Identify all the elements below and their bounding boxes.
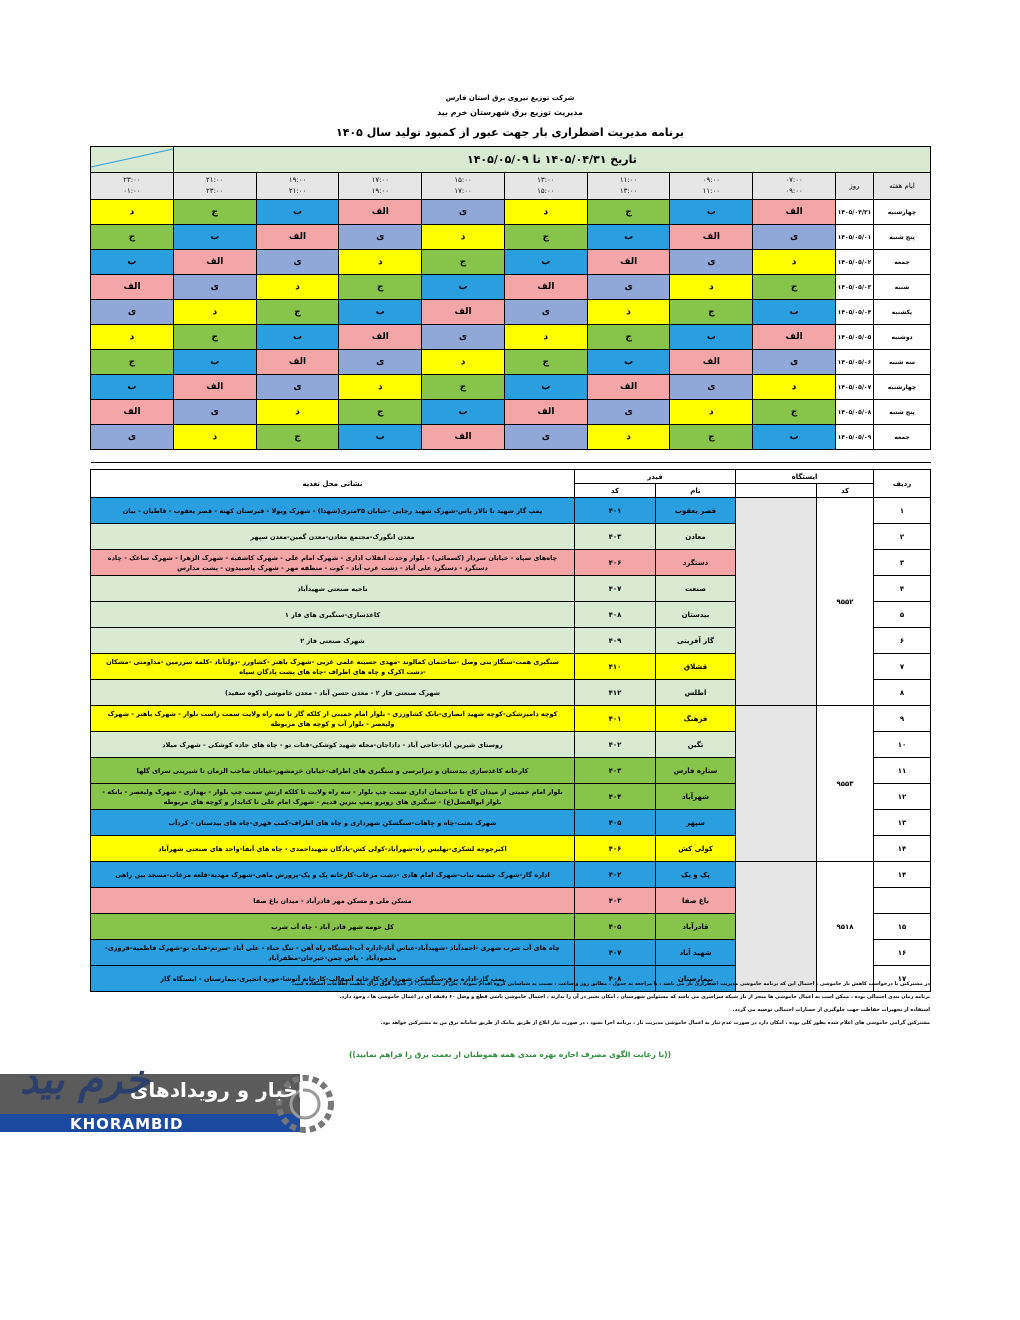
group-cell: ب	[339, 300, 422, 325]
col-station-header: ایستگاه	[736, 470, 874, 484]
group-cell: د	[504, 325, 587, 350]
group-cell: ب	[670, 325, 753, 350]
row-number: ۹	[874, 706, 931, 732]
group-cell: ی	[256, 250, 339, 275]
feeder-code: ۴۰۳	[574, 888, 655, 914]
row-number: ۱۵	[874, 914, 931, 940]
feeder-code: ۴۰۸	[574, 966, 655, 992]
station-code: ۹۵۱۸	[817, 862, 874, 992]
note-3: استفاده از تجهیزات حفاظت جهت جلوگیری از خسارات احتمالی توصیه می گردد.	[732, 1007, 930, 1013]
slot-header	[256, 173, 339, 200]
group-cell: ج	[753, 275, 836, 300]
group-cell: د	[753, 250, 836, 275]
slot-header-row	[91, 173, 931, 200]
row-number: ۱۷	[874, 966, 931, 992]
day-col-header: ایام هفته	[874, 173, 931, 200]
group-cell: ج	[173, 325, 256, 350]
diagonal-corner	[91, 147, 174, 173]
feeder-code: ۴۰۸	[574, 602, 655, 628]
group-cell: الف	[339, 200, 422, 225]
slot-header	[339, 173, 422, 200]
feeder-address: سنگبری همت-سنگاز بنی وصل -ساختمان کمالوند -مهدی حسینه علمی غربی -شهرک باهنر -کشاورز -دولتآباد -کلمه سرزمین -مداومتی -مشکان -دشت اکرک و چاه های اطراف -چاه های پشت پادگان سپاه	[91, 654, 575, 680]
row-number: ۶	[874, 628, 931, 654]
day-date: ۱۴۰۵/۰۵/۰۹	[836, 425, 874, 450]
row-number: ۷	[874, 654, 931, 680]
day-date: ۱۴۰۵/۰۵/۰۵	[836, 325, 874, 350]
slot-header	[91, 173, 174, 200]
group-cell: ج	[339, 275, 422, 300]
group-cell: ج	[670, 300, 753, 325]
station-code: ۹۵۵۲	[817, 498, 874, 706]
feeder-code: ۴۰۹	[574, 628, 655, 654]
feeder-name: گاز آفرینی	[656, 628, 736, 654]
row-number: ۱۲	[874, 784, 931, 810]
group-cell: ج	[91, 225, 174, 250]
group-cell: ب	[753, 425, 836, 450]
spacer-cell	[91, 450, 931, 463]
group-cell: ی	[753, 225, 836, 250]
feeder-name: تگین	[656, 732, 736, 758]
station-gray	[736, 706, 817, 862]
group-cell: ب	[91, 375, 174, 400]
feeder-name: بیدستان	[656, 602, 736, 628]
day-name: سه شنبه	[874, 350, 931, 375]
feeder-code: ۴۰۳	[574, 524, 655, 550]
group-cell: ب	[339, 425, 422, 450]
feeder-code: ۴۰۵	[574, 914, 655, 940]
feeder-address: کوچه دامپزشکی-کوچه شهید انصاری-بانک کشاورزی - بلوار امام خمینی از کلکه گاز تا سه راه ولایت سمت راست بلوار - شهرک باهنر - شهرک ولیعصر - بلوار آب و کوچه های مربوطه	[91, 706, 575, 732]
group-cell: ب	[173, 350, 256, 375]
schedule-row	[91, 425, 931, 450]
feeder-code: ۴۱۰	[574, 654, 655, 680]
feeder-address: کارخانه کاغذسازی بیدستان و تیزابرسی و سنگبری های اطراف-خیابان خرمشهر-خیابان صاحب الزمان تا شیرینی سرای گلها	[91, 758, 575, 784]
feeder-code: ۴۱۲	[574, 680, 655, 706]
row-number: ۱۴	[874, 836, 931, 862]
row-number: ۱۰	[874, 732, 931, 758]
group-cell: الف	[173, 250, 256, 275]
slot-header	[670, 173, 753, 200]
feeder-row	[91, 498, 931, 524]
group-cell: د	[339, 375, 422, 400]
day-name: دوشنبه	[874, 325, 931, 350]
group-cell: ی	[587, 400, 670, 425]
feeder-code: ۴۰۷	[574, 576, 655, 602]
group-cell: الف	[670, 350, 753, 375]
group-cell: ب	[173, 225, 256, 250]
schedule-row	[91, 200, 931, 225]
feeder-name: اطلس	[656, 680, 736, 706]
group-cell: ج	[422, 250, 505, 275]
station-code: ۹۵۵۳	[817, 706, 874, 862]
group-cell: الف	[753, 200, 836, 225]
group-cell: ج	[587, 200, 670, 225]
group-cell: ی	[173, 400, 256, 425]
feeder-name: قشلاق	[656, 654, 736, 680]
group-cell: ب	[670, 200, 753, 225]
date-col-header: روز	[836, 173, 874, 200]
group-cell: ی	[670, 250, 753, 275]
group-cell: الف	[670, 225, 753, 250]
group-cell: الف	[587, 250, 670, 275]
day-date: ۱۴۰۵/۰۵/۰۶	[836, 350, 874, 375]
feeder-name: شهید آباد	[656, 940, 736, 966]
group-cell: ج	[753, 400, 836, 425]
col-feeder-code-header: کد	[574, 484, 655, 498]
day-name: یکشنبه	[874, 300, 931, 325]
feeder-name: ستاره فارس	[656, 758, 736, 784]
group-cell: د	[670, 275, 753, 300]
note-2: برنامه زمان بندی احتمالی بوده ، ممکن است به اعمال خاموشی ها منجر از بار شبکه سراسری می باشد که مسئولین شهرستان ، امکان تغییر در آن را ندارند ، احتمال خاموشی ناشی قطع و وصل ۶۰ دقیقه ای در اعمال خاموشی ها ، وجود دارد.	[339, 994, 930, 1000]
feeder-address: ناحیه صنعتی شهیدآباد	[91, 576, 575, 602]
group-cell: د	[504, 200, 587, 225]
feeder-name: شهرآباد	[656, 784, 736, 810]
schedule-spacer	[91, 450, 931, 463]
feeder-code: ۴۰۱	[574, 498, 655, 524]
slot-from: ۱۳:۰۰	[537, 176, 555, 184]
group-cell: ی	[670, 375, 753, 400]
feeder-name: کولی کش	[656, 836, 736, 862]
group-cell: ب	[422, 400, 505, 425]
group-cell: ج	[422, 375, 505, 400]
col-station-gray-header	[736, 484, 817, 498]
slot-to: ۱۱:۰۰	[702, 187, 721, 195]
group-cell: ج	[91, 350, 174, 375]
group-cell: ی	[339, 225, 422, 250]
row-number: ۲	[874, 524, 931, 550]
slot-to: ۰۱:۰۰	[123, 187, 141, 195]
group-cell: ی	[504, 300, 587, 325]
logo-english-text: KHORAMBID	[70, 1115, 184, 1133]
feeder-code: ۴۰۷	[574, 940, 655, 966]
group-cell: د	[670, 400, 753, 425]
logo-persian-text: اخبار و رویدادهای	[130, 1078, 305, 1102]
feeder-name: قادرآباد	[656, 914, 736, 940]
feeder-row	[91, 862, 931, 888]
group-cell: د	[91, 200, 174, 225]
slot-header	[753, 173, 836, 200]
feeder-name: دستگرد	[656, 550, 736, 576]
slot-from: ۱۷:۰۰	[371, 176, 389, 184]
feeder-address: اکبرچوچه لشکری-نهلیس راه-شهرآباد-کولی کش-پادگان شهیداحمدی - چاه های آبفا-واحد های صنعتی شهرآباد	[91, 836, 575, 862]
group-cell: ب	[256, 200, 339, 225]
day-date: ۱۴۰۵/۰۵/۰۴	[836, 300, 874, 325]
group-cell: ج	[339, 400, 422, 425]
group-cell: ب	[504, 375, 587, 400]
row-number: ۱۴	[874, 862, 931, 888]
group-cell: الف	[256, 225, 339, 250]
group-cell: ب	[753, 300, 836, 325]
feeder-code: ۴۰۶	[574, 550, 655, 576]
group-cell: ج	[670, 425, 753, 450]
row-number: ۸	[874, 680, 931, 706]
group-cell: ی	[422, 325, 505, 350]
feeder-code: ۴۰۳	[574, 758, 655, 784]
group-cell: ج	[256, 300, 339, 325]
group-cell: الف	[91, 275, 174, 300]
group-cell: الف	[422, 300, 505, 325]
feeder-address: کل حومه شهر قادر آباد - چاه آب شرب	[91, 914, 575, 940]
group-cell: الف	[173, 375, 256, 400]
feeder-address: بلوار امام خمینی از میدان کاج تا ساختمان اداری سمت چپ بلوار - سه راه ولایت تا کلکه ارتش سمت چپ بلوار - بهداری - شهرک ولیعصر - بانکه - بلوار ابوالفضل(ع) - سنگبری های روبرو پمپ بنزین قدیم - شهرک امام علی تا کتابدار و کوچه های مربوطه	[91, 784, 575, 810]
row-number: ۱۱	[874, 758, 931, 784]
slot-from: ۰۹:۰۰	[702, 176, 721, 184]
group-cell: الف	[256, 350, 339, 375]
slot-from: ۲۳:۰۰	[123, 176, 141, 184]
group-cell: ب	[91, 250, 174, 275]
col-feeder-header: فیدر	[574, 470, 735, 484]
row-number: ۱۳	[874, 810, 931, 836]
feeder-name: فرهنگ	[656, 706, 736, 732]
company-name: شرکت توزیع نیروی برق استان فارس	[445, 94, 575, 102]
closing-slogan: ((با رعایت الگوی مصرف اجازه بهره مندی همه هموطنان از نعمت برق را فراهم نمایید))	[348, 1050, 672, 1059]
group-cell: ی	[587, 275, 670, 300]
group-cell: ی	[91, 425, 174, 450]
feeder-address: چاه های آب شرب شهری -احمدآباد -شهیدآباد-عباس آباد-اداره آب-ایستگاه راه آهن - تنگ حناء - علی آباد -سرتم-قنات تو-شهرک فاطمیه-قروزی-محمودآباد - پاس چمن-خیرجان-مظفرآباد	[91, 940, 575, 966]
group-cell: د	[587, 425, 670, 450]
row-number: ۴	[874, 576, 931, 602]
feeder-name: قصر یعقوب	[656, 498, 736, 524]
slot-to: ۲۱:۰۰	[288, 187, 307, 195]
group-cell: الف	[91, 400, 174, 425]
row-number	[874, 888, 931, 914]
feeder-address: معدن انگورک-مجتمع معادن-معدن گمین-معدن سپهر	[91, 524, 575, 550]
group-cell: الف	[422, 425, 505, 450]
group-cell: ب	[587, 350, 670, 375]
group-cell: ی	[422, 200, 505, 225]
diagonal-line	[91, 147, 173, 169]
feeder-table	[90, 469, 931, 992]
feeder-code: ۴۰۴	[574, 784, 655, 810]
day-name: شنبه	[874, 275, 931, 300]
group-cell: الف	[339, 325, 422, 350]
group-cell: الف	[587, 375, 670, 400]
group-cell: ب	[587, 225, 670, 250]
group-cell: الف	[504, 275, 587, 300]
day-date: ۱۴۰۵/۰۴/۳۱	[836, 200, 874, 225]
day-date: ۱۴۰۵/۰۵/۰۱	[836, 225, 874, 250]
group-cell: د	[173, 300, 256, 325]
group-cell: ب	[256, 325, 339, 350]
schedule-row	[91, 325, 931, 350]
feeder-name: معادن	[656, 524, 736, 550]
day-name: جمعه	[874, 250, 931, 275]
slot-header	[504, 173, 587, 200]
feeder-address: چاه‌های سپاه - خیابان سردار (کسمائی) - بلوار وحدت انقلاب اداری - شهرک امام علی - شهرک کاشفیه - شهرک الزهرا - شهرک ساغک - چاده دستگرد - دستگرد علی آباد - دشت غرب آباد - کوت - منطقه مهر - شهرک پاسبیدون - پشت مدارس	[91, 550, 575, 576]
program-title: برنامه مدیریت اضطراری بار جهت عبور از کمبود تولید سال ۱۴۰۵	[336, 126, 684, 139]
feeder-name: باغ صفا	[656, 888, 736, 914]
row-number: ۱۶	[874, 940, 931, 966]
date-range: تاریخ ۱۴۰۵/۰۴/۳۱ تا ۱۴۰۵/۰۵/۰۹	[173, 147, 930, 173]
slot-header	[173, 173, 256, 200]
col-feeder-name-header: نام	[656, 484, 736, 498]
group-cell: ج	[173, 200, 256, 225]
slot-from: ۱۱:۰۰	[619, 176, 638, 184]
feeder-name: صنعت	[656, 576, 736, 602]
group-cell: ی	[504, 425, 587, 450]
col-address-header: نشانی محل تغذیه	[91, 470, 575, 498]
slot-to: ۲۳:۰۰	[206, 187, 224, 195]
group-cell: الف	[753, 325, 836, 350]
feeder-name: سپهر	[656, 810, 736, 836]
schedule-row	[91, 275, 931, 300]
khorambid-logo	[0, 1056, 340, 1140]
group-cell: د	[587, 300, 670, 325]
schedule-row	[91, 400, 931, 425]
schedule-row	[91, 250, 931, 275]
station-gray	[736, 498, 817, 706]
slot-to: ۱۳:۰۰	[619, 187, 638, 195]
schedule-table	[90, 146, 931, 463]
row-number: ۳	[874, 550, 931, 576]
note-1: در مشترکین با درخواست کاهش بار خاموشی ، احتمال این که برنامه خاموشی مدیریت اضطراری بار می باشد ، با مراجعه به جدول ، مطابق روز و ساعت ، نسبت به شناسایی گروه اقدام نموده ، پس از شناسایی ، از جدول فوق برای ماهیت اطلاعات استفاده کنید.	[292, 981, 930, 987]
slot-from: ۱۵:۰۰	[454, 176, 472, 184]
day-name: چهارشنبه	[874, 375, 931, 400]
feeder-name: بیمارستان	[656, 966, 736, 992]
feeder-address: شهرک صنعتی فاز ۲ - معدن حسن آباد - معدن خاموشی (کوه سفید)	[91, 680, 575, 706]
day-date: ۱۴۰۵/۰۵/۰۷	[836, 375, 874, 400]
station-gray	[736, 862, 817, 992]
slot-to: ۱۷:۰۰	[454, 187, 472, 195]
schedule-row	[91, 350, 931, 375]
group-cell: د	[91, 325, 174, 350]
feeder-address: شهرک صنعتی فاز ۲	[91, 628, 575, 654]
logo-script-text: خرم بید	[20, 1056, 150, 1103]
row-number: ۱	[874, 498, 931, 524]
slot-to: ۱۵:۰۰	[537, 187, 555, 195]
feeder-address: پمپ گاز شهید تا تالار پاس-شهرک شهید رجایی -خیابان ۲۵متری(شهدا) - شهرک ویولا - قبرستان کهنه - قصر یعقوب - قاطیان - بیان	[91, 498, 575, 524]
slot-header	[587, 173, 670, 200]
management-name: مدیریت توزیع برق شهرستان خرم بید	[437, 108, 583, 117]
day-name: پنج شنبه	[874, 225, 931, 250]
feeder-address: شهرک بعثت-چاه و چاهات-سنگشکن شهرداری و چاه های اطراف-کمپ قهری-چاه های بیدستان - کردآب	[91, 810, 575, 836]
day-name: چهارشنبه	[874, 200, 931, 225]
feeder-address: مسکن ملی و مسکن مهر قادرآباد - میدان باغ صفا	[91, 888, 575, 914]
group-cell: ج	[504, 350, 587, 375]
group-cell: ی	[256, 375, 339, 400]
day-date: ۱۴۰۵/۰۵/۰۲	[836, 250, 874, 275]
group-cell: ج	[587, 325, 670, 350]
day-name: پنج شنبه	[874, 400, 931, 425]
feeder-address: پمپ گاز-اداره برق-سنگشکن شهرداری-کارخانه آسفالت-کارخانه آتوشا-حوزه انجیری-بیمارستان - ایستگاه گاز	[91, 966, 575, 992]
feeder-address: روستای شیرین آباد-حاجی آباد - داداجان-محله شهید کوشکی-قنات تو - چاه های جاده کوشکی - شهرک میلاد	[91, 732, 575, 758]
group-cell: د	[422, 225, 505, 250]
group-cell: د	[256, 400, 339, 425]
feeder-row	[91, 706, 931, 732]
slot-to: ۱۹:۰۰	[371, 187, 389, 195]
day-name: جمعه	[874, 425, 931, 450]
group-cell: الف	[504, 400, 587, 425]
feeder-address: کاغذسازی-سنگبری های فاز ۱	[91, 602, 575, 628]
feeder-code: ۴۰۱	[574, 706, 655, 732]
group-cell: ب	[422, 275, 505, 300]
feeder-name: پک و پک	[656, 862, 736, 888]
group-cell: ی	[173, 275, 256, 300]
group-cell: ی	[753, 350, 836, 375]
feeder-code: ۴۰۵	[574, 810, 655, 836]
schedule-row	[91, 375, 931, 400]
day-date: ۱۴۰۵/۰۵/۰۳	[836, 275, 874, 300]
group-cell: د	[422, 350, 505, 375]
group-cell: ج	[256, 425, 339, 450]
col-station-code-header: کد	[817, 484, 874, 498]
row-number: ۵	[874, 602, 931, 628]
slot-from: ۲۱:۰۰	[206, 176, 224, 184]
feeder-code: ۴۰۶	[574, 836, 655, 862]
schedule-row	[91, 225, 931, 250]
feeder-code: ۴۰۲	[574, 732, 655, 758]
slot-from: ۱۹:۰۰	[288, 176, 307, 184]
slot-from: ۰۷:۰۰	[785, 176, 803, 184]
group-cell: ب	[504, 250, 587, 275]
group-cell: ی	[339, 350, 422, 375]
feeder-address: اداره گاز-شهرک چشمه بناب-شهرک امام هادی -دشت مرغاب-کارخانه پک و پک-پرورش ماهی-شهرک مهدیه-قلعه مرغاب-مسجد بین راهی	[91, 862, 575, 888]
slot-to: ۰۹:۰۰	[785, 187, 803, 195]
col-row-header: ردیف	[874, 470, 931, 498]
slot-header	[422, 173, 505, 200]
group-cell: ج	[504, 225, 587, 250]
group-cell: د	[173, 425, 256, 450]
group-cell: ی	[91, 300, 174, 325]
feeder-code: ۴۰۲	[574, 862, 655, 888]
group-cell: د	[256, 275, 339, 300]
day-date: ۱۴۰۵/۰۵/۰۸	[836, 400, 874, 425]
note-4: مشترکین گرامی خاموشی های اعلام شده بطور کلی بوده ، امکان دارد در صورت عدم نیاز به اعمال خاموشی مدیریت بار ، برنامه اجرا نشود ، در صورت نیاز ابلاغ از طریق پیامک از طریق سامانه برق من به مشترکین خواهد بود.	[380, 1020, 930, 1026]
schedule-row	[91, 300, 931, 325]
group-cell: د	[753, 375, 836, 400]
group-cell: د	[339, 250, 422, 275]
